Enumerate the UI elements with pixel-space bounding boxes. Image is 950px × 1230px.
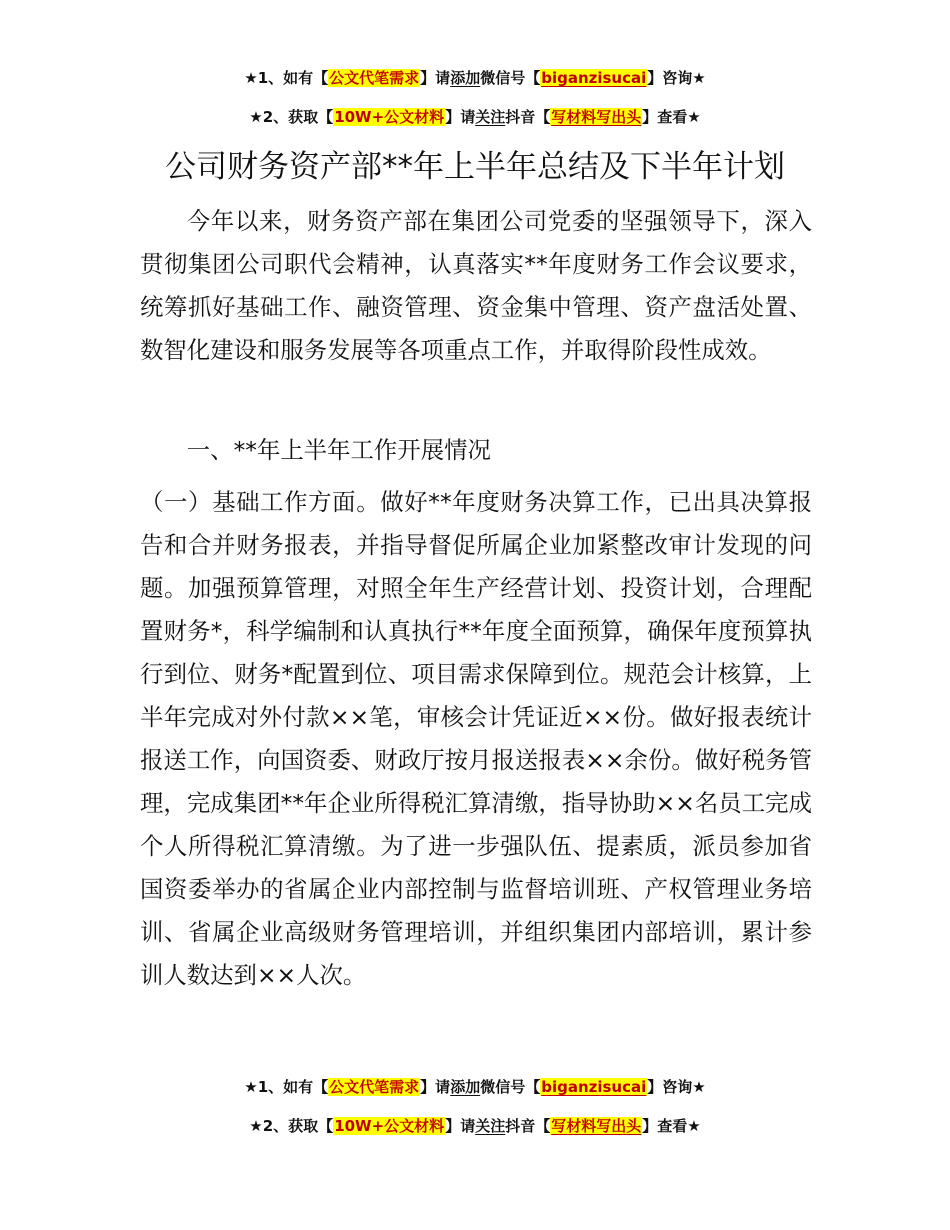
notice-emphasis: 关注	[475, 108, 506, 126]
notice-text: 】请	[420, 1078, 451, 1096]
notice-text: 微信号【	[480, 69, 541, 87]
notice-text: 】请	[420, 69, 451, 87]
footer-notice-line-1	[0, 1076, 950, 1098]
ghostwriting-highlight: 公文代笔需求	[329, 69, 420, 87]
douyin-account-highlight: 写材料写出头	[551, 1117, 642, 1135]
notice-suffix: 】咨询★	[647, 69, 706, 87]
materials-highlight: 10W+公文材料	[334, 108, 445, 126]
header-notice-line-1	[0, 67, 950, 89]
notice-text: 抖音【	[505, 1117, 551, 1135]
notice-emphasis: 关注	[475, 1117, 506, 1135]
wechat-id-highlight: biganzisucai	[541, 1078, 647, 1096]
notice-prefix: ★2、获取【	[249, 108, 334, 126]
notice-prefix: ★2、获取【	[249, 1117, 334, 1135]
wechat-id-highlight: biganzisucai	[541, 69, 647, 87]
notice-prefix: ★1、如有【	[244, 1078, 329, 1096]
douyin-account-highlight: 写材料写出头	[551, 108, 642, 126]
footer-notice-line-2	[0, 1115, 950, 1137]
intro-paragraph: 今年以来，财务资产部在集团公司党委的坚强领导下，深入贯彻集团公司职代会精神，认真落实**年度财务工作会议要求，统筹抓好基础工作、融资管理、资金集中管理、资产盘活处置、数智化建设和服务发展等各项重点工作，并取得阶段性成效。	[140, 207, 812, 364]
notice-text: 抖音【	[505, 108, 551, 126]
section-1-paragraph-1: （一）基础工作方面。做好**年度财务决算工作，已出具决算报告和合并财务报表，并指导督促所属企业加紧整改审计发现的问题。加强预算管理，对照全年生产经营计划、投资计划，合理配置财务*，科学编制和认真执行**年度全面预算，确保年度预算执行到位、财务*配置到位、项目需求保障到位。规范会计核算，上半年完成对外付款××笔，审核会计凭证近××份。做好报表统计报送工作，向国资委、财政厅按月报送报表××余份。做好税务管理，完成集团**年企业所得税汇算清缴，指导协助××名员工完成个人所得税汇算清缴。为了进一步强队伍、提素质，派员参加省国资委举办的省属企业内部控制与监督培训班、产权管理业务培训、省属企业高级财务管理培训，并组织集团内部培训，累计参训人数达到××人次。	[140, 488, 812, 989]
notice-prefix: ★1、如有【	[244, 69, 329, 87]
notice-text: 】请	[445, 1117, 476, 1135]
notice-suffix: 】查看★	[642, 108, 701, 126]
notice-text: 】请	[445, 108, 476, 126]
notice-emphasis: 添加	[450, 1078, 481, 1096]
notice-suffix: 】查看★	[642, 1117, 701, 1135]
notice-emphasis: 添加	[450, 69, 481, 87]
header-notice-line-2	[0, 106, 950, 128]
materials-highlight: 10W+公文材料	[334, 1117, 445, 1135]
notice-suffix: 】咨询★	[647, 1078, 706, 1096]
document-title: 公司财务资产部**年上半年总结及下半年计划	[165, 149, 785, 185]
section-1-heading: 一、**年上半年工作开展情况	[186, 436, 491, 464]
notice-text: 微信号【	[480, 1078, 541, 1096]
ghostwriting-highlight: 公文代笔需求	[329, 1078, 420, 1096]
